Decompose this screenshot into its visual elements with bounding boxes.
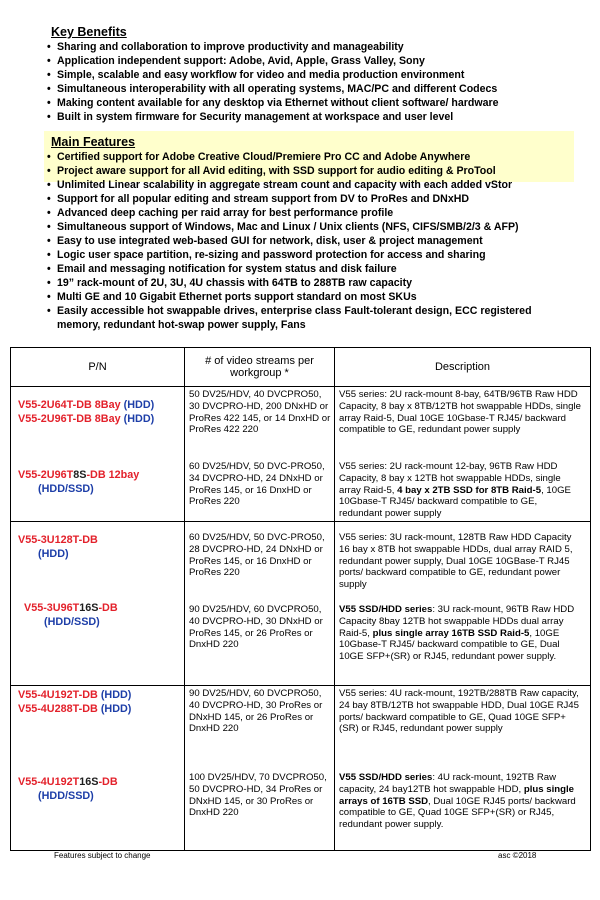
streams-cell — [185, 686, 335, 851]
part-number-line — [18, 534, 98, 548]
streams-text: 60 DV25/HDV, 50 DVC-PRO50, 28 DVCPRO-HD, 24 DNxHD or ProRes 145, or 16 DnxHD or ProRes 220 — [189, 532, 325, 579]
streams-cell — [185, 522, 335, 686]
streams-text: 90 DV25/HDV, 60 DVCPRO50, 40 DVCPRO-HD, 30 ProRes or DNxHD 145, or 26 ProRes or DnxHD 220 — [189, 688, 323, 735]
description-text — [339, 604, 583, 663]
description-cell — [335, 686, 591, 851]
part-number-run: V55-2U64T-DB 8Bay — [18, 399, 124, 411]
pn-cell — [11, 387, 185, 522]
part-number-run: (HDD) — [100, 689, 132, 701]
feature-item: • Logic user space partition, re-sizing and password protection for access and sharing — [46, 248, 600, 262]
feature-item: • Easily accessible hot swappable drives, enterprise class Fault-tolerant design, ECC registered memory, redundant hot-swap power supply, Fans — [46, 304, 577, 332]
description-run: , 10GE 10Gbase-T RJ45/ backward compatible to GE, redundant power supply — [339, 484, 571, 520]
footer-copyright: asc ©2018 — [498, 851, 537, 860]
table-row — [11, 387, 591, 522]
part-number-line — [18, 399, 154, 413]
description-run: plus single arrays of 16TB SSD — [339, 783, 574, 807]
description-text — [339, 772, 583, 831]
part-number-line — [18, 548, 98, 562]
description-text — [339, 532, 583, 591]
streams-text: 60 DV25/HDV, 50 DVC-PRO50, 34 DVCPRO-HD, 24 DNxHD or ProRes 145, or 16 DnxHD or ProRes 220 — [189, 461, 325, 508]
description-cell — [335, 387, 591, 522]
key-benefits-section — [46, 24, 600, 125]
feature-item: • Certified support for Adobe Creative Cloud/Premiere Pro CC and Adobe Anywhere — [46, 150, 600, 164]
description-run: V55 SSD/HDD series — [339, 604, 433, 615]
benefit-item: • Application independent support: Adobe, Avid, Apple, Grass Valley, Sony — [46, 54, 600, 68]
footer-disclaimer: Features subject to change — [54, 851, 151, 860]
part-number — [18, 689, 131, 716]
part-number-line — [18, 790, 118, 804]
part-number-run: 16S — [79, 776, 99, 788]
part-number-run: (HDD/SSD) — [38, 789, 94, 802]
part-number-run: V55-2U96T-DB 8Bay — [18, 412, 124, 425]
part-number-run: (HDD/SSD) — [44, 615, 100, 628]
part-number-run: V55-4U288T-DB — [18, 702, 101, 715]
part-number — [18, 776, 118, 803]
description-run: V55 series: 3U rack-mount, 128TB Raw HDD Capacity 16 bay x 8TB hot swappable HDDs, dual array RAID 5, redundant power supply, Dual 10GE 10GBase-T RJ45 ports/ backward compatible to GE, redundant power supply — [339, 532, 573, 591]
description-run: , 10GE 10Gbase-T RJ45/ backward compatible to GE, Dual 10GE SFP+(SR) or RJ45, redundant power supply. — [339, 627, 560, 663]
part-number-run: 8S — [73, 469, 87, 481]
main-features-section — [46, 134, 600, 332]
main-features-list — [46, 150, 600, 332]
description-text — [339, 389, 583, 436]
feature-item: • Advanced deep caching per raid array for best performance profile — [46, 206, 600, 220]
benefit-item: • Sharing and collaboration to improve productivity and manageability — [46, 40, 600, 54]
table-header-row — [11, 348, 591, 387]
part-number-run: V55-2U96T — [18, 469, 74, 481]
part-number-line — [18, 689, 131, 703]
table-row — [11, 686, 591, 851]
description-run: V55 series: 2U rack-mount 8-bay, 64TB/96TB Raw HDD Capacity, 8 bay x 8TB/12TB hot swappable HDDs, single array Raid-5, Dual 10GE 10Gbase-T RJ45/ backward compatible to GE, redundant power supply — [339, 389, 581, 436]
benefit-item: • Simple, scalable and easy workflow for video and media production environment — [46, 68, 600, 82]
part-number-line — [18, 469, 139, 483]
part-number — [18, 469, 139, 496]
description-run: : 4U rack-mount, 192TB Raw capacity, 24 bay12TB hot swappable HDD, — [339, 772, 557, 795]
description-cell — [335, 522, 591, 686]
part-number-line — [24, 602, 118, 616]
description-run: , Dual 10GE RJ45 ports/ backward compatible to GE, Quad 10GE SFP+(SR) or RJ45, redundant power supply. — [339, 795, 576, 831]
benefit-item: • Simultaneous interoperability with all operating systems, MAC/PC and different Codecs — [46, 82, 600, 96]
part-number-run: -DB — [98, 776, 118, 788]
part-number-run: (HDD) — [38, 547, 69, 560]
description-run: V55 SSD/HDD series — [339, 772, 433, 783]
part-number-line — [18, 703, 131, 717]
feature-item: • Support for all popular editing and stream support from DV to ProRes and DNxHD — [46, 192, 600, 206]
feature-item: • Unlimited Linear scalability in aggregate stream count and capacity with each added vStor — [46, 178, 600, 192]
description-text — [339, 688, 583, 735]
part-number-line — [18, 413, 154, 427]
part-number-run: 16S — [79, 602, 99, 614]
part-number-run: (HDD) — [123, 412, 155, 425]
part-number-run: V55-4U192T-DB — [18, 689, 101, 701]
description-text — [339, 461, 583, 520]
main-features-title: Main Features — [51, 135, 136, 149]
part-number-line — [18, 483, 139, 497]
description-run: V55 series: 4U rack-mount, 192TB/288TB Raw capacity, 24 bay 8TB/12TB hot swappable HDD, Dual 10GE RJ45 ports/ backward compatible to GE, Quad 10GE SFP+(SR) or RJ45, redundant power supply — [339, 688, 579, 735]
part-number-run: (HDD) — [123, 399, 155, 411]
part-number — [18, 534, 98, 561]
part-number — [18, 399, 154, 426]
benefit-item: • Making content available for any desktop via Ethernet without client software/ hardware — [46, 96, 600, 110]
part-number — [24, 602, 118, 629]
part-number-run: V55-3U128T-DB — [18, 534, 98, 546]
feature-item: • Project aware support for all Avid editing, with SSD support for audio editing & ProTool — [46, 164, 600, 178]
part-number-run: (HDD/SSD) — [38, 482, 94, 495]
header-streams: # of video streams per workgroup * — [185, 348, 335, 387]
key-benefits-title: Key Benefits — [51, 25, 127, 39]
description-run: plus single array 16TB SSD Raid-5 — [372, 627, 530, 639]
pn-cell — [11, 686, 185, 851]
feature-item: • Simultaneous support of Windows, Mac and Linux / Unix clients (NFS, CIFS/SMB/2/3 & AFP) — [46, 220, 600, 234]
description-run: 4 bay x 2TB SSD for 8TB Raid-5 — [397, 484, 542, 496]
description-run: V55 series: 2U rack-mount 12-bay, 96TB Raw HDD Capacity, 8 bay x 12TB hot swappable HDDs, single array Raid-5, — [339, 461, 561, 496]
part-number-line — [24, 616, 118, 630]
pn-cell — [11, 522, 185, 686]
part-number-run: -DB 12bay — [86, 469, 140, 481]
feature-item: • 19” rack-mount of 2U, 3U, 4U chassis with 64TB to 288TB raw capacity — [46, 276, 600, 290]
streams-cell — [185, 387, 335, 522]
streams-text: 50 DV25/HDV, 40 DVCPRO50, 30 DVCPRO-HD, 200 DNxHD or ProRes 422 145, or 14 DnxHD or ProRes 422 220 — [189, 389, 331, 436]
feature-item: • Multi GE and 10 Gigabit Ethernet ports support standard on most SKUs — [46, 290, 600, 304]
feature-item: • Easy to use integrated web-based GUI for network, disk, user & project management — [46, 234, 600, 248]
header-description: Description — [335, 348, 591, 387]
streams-text: 90 DV25/HDV, 60 DVCPRO50, 40 DVCPRO-HD, 30 DNxHD or ProRes 145, or 26 ProRes or DnxHD 220 — [189, 604, 323, 651]
product-table — [10, 347, 591, 851]
table-row — [11, 522, 591, 686]
part-number-run: -DB — [98, 602, 118, 614]
part-number-run: V55-3U96T — [24, 602, 80, 614]
header-pn: P/N — [11, 348, 185, 387]
part-number-run: V55-4U192T — [18, 776, 80, 788]
key-benefits-list — [46, 40, 600, 125]
part-number-line — [18, 776, 118, 790]
benefit-item: • Built in system firmware for Security management at workspace and user level — [46, 110, 600, 124]
part-number-run: (HDD) — [100, 702, 132, 715]
streams-text: 100 DV25/HDV, 70 DVCPRO50, 50 DVCPRO-HD, 34 ProRes or DNxHD 145, or 30 ProRes or DnxHD 220 — [189, 772, 327, 819]
description-run: : 3U rack-mount, 96TB Raw HDD Capacity 8bay 12TB hot swappable HDDs dual array Raid-5, — [339, 604, 575, 639]
feature-item: • Email and messaging notification for system status and disk failure — [46, 262, 600, 276]
